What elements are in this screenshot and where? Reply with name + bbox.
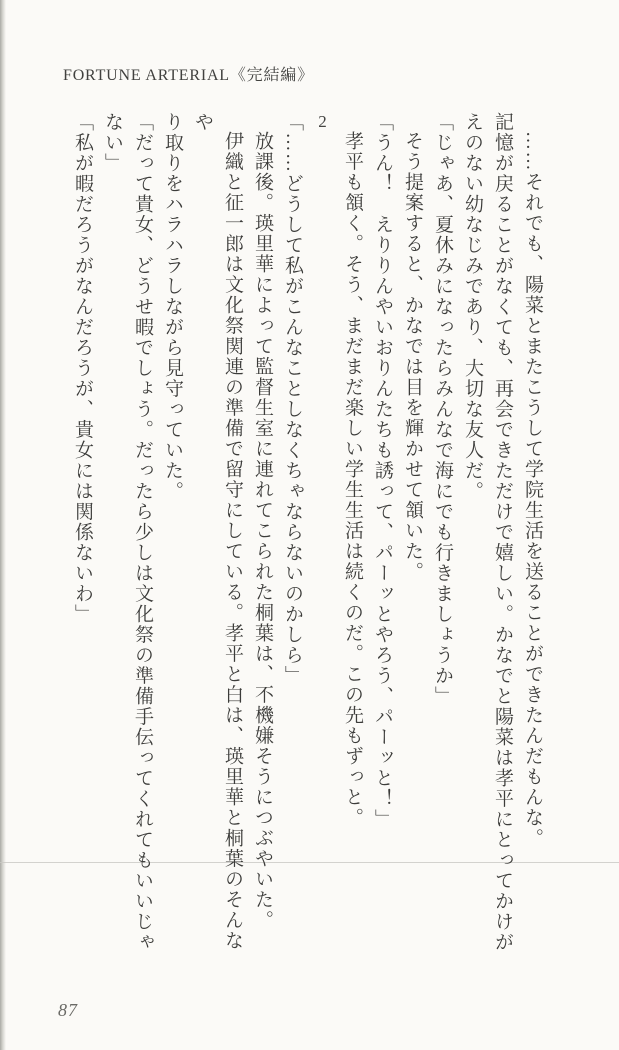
body-line: 「うん！ えりりんやいおりんたちも誘って、パーッとやろう、パーッと！」 — [372, 112, 393, 830]
running-header-title: FORTUNE ARTERIAL《完結編》 — [63, 67, 314, 84]
body-line: 孝平も頷く。そう、まだまだ楽しい学生生活は続くのだ。この先もずっと。 — [342, 131, 363, 828]
body-line: 「……どうして私がこんなことしなくちゃならないのかしら」 — [282, 112, 303, 686]
body-line: ない」 — [102, 112, 123, 174]
body-line: 「じゃあ、夏休みになったらみんなで海にでも行きましょうか」 — [432, 112, 453, 707]
body-line: 記憶が戻ることがなくても、再会できただけで嬉しい。かなでと陽菜は孝平にとってかけが — [492, 112, 513, 953]
vertical-text-body — [67, 112, 547, 960]
body-line: 伊織と征一郎は文化祭関連の準備で留守にしている。孝平と白は、瑛里華と桐葉のそんなや — [192, 112, 243, 951]
body-line: 放課後。瑛里華によって監督生室に連れてこられた桐葉は、不機嫌そうにつぶやいた。 — [252, 131, 273, 931]
section-number: 2 — [313, 112, 332, 133]
body-line: 「だって貴女、どうせ暇でしょう。だったら少しは文化祭の準備手伝ってくれてもいいじゃ — [132, 112, 153, 953]
body-line: そう提案すると、かなでは目を輝かせて頷いた。 — [402, 131, 423, 582]
body-line: えのない幼なじみであり、大切な友人だ。 — [462, 112, 483, 502]
body-line: ……それでも、陽菜とまたこうして学院生活を送ることができたんだもんな。 — [522, 131, 543, 849]
page-number: 87 — [58, 1000, 78, 1020]
body-line: 「私が暇だろうがなんだろうが、貴女には関係ないわ」 — [72, 112, 93, 625]
scan-edge-shadow — [0, 0, 6, 1050]
body-line: り取りをハラハラしながら見守っていた。 — [162, 112, 183, 502]
